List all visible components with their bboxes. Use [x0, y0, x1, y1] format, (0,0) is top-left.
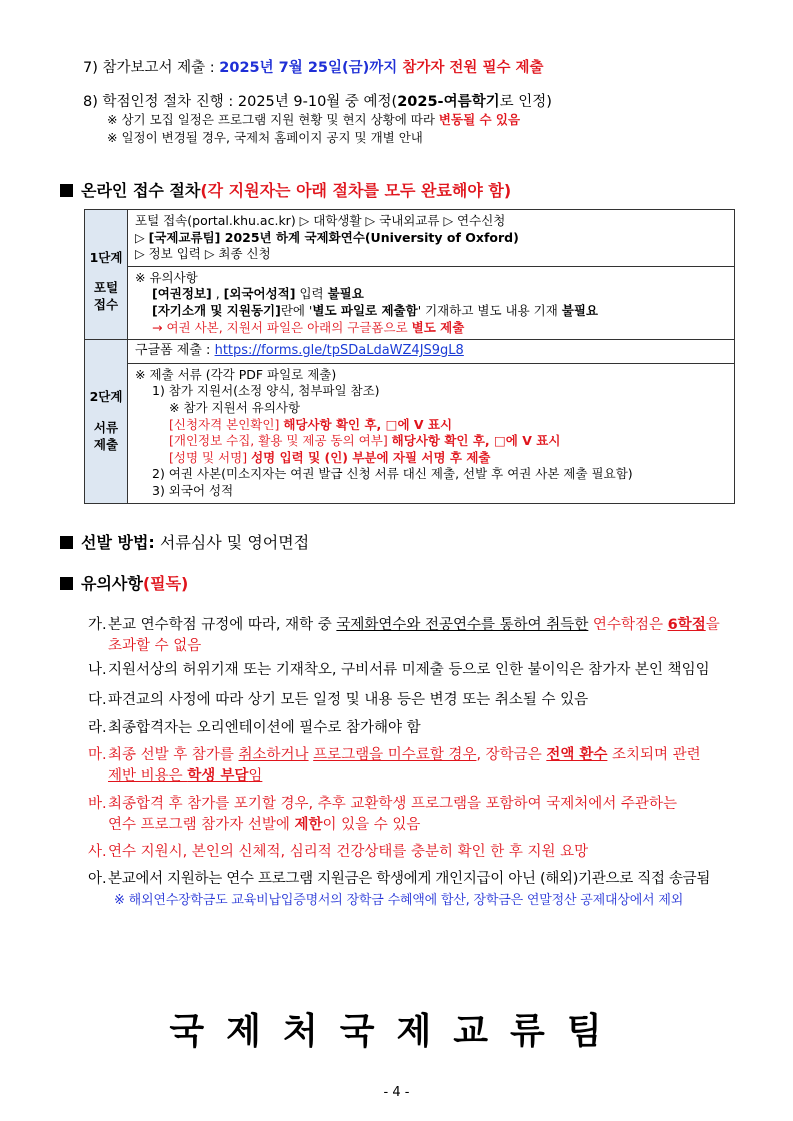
caution-sa: 사.연수 지원시, 본인의 신체적, 심리적 건강상태를 충분히 확인 한 후 지원 요망: [88, 844, 589, 860]
square-bullet-icon: [60, 184, 73, 197]
stage2-row-form: [85, 340, 735, 364]
stage1-row-path: [85, 210, 735, 267]
stage1-row-caution: [85, 266, 735, 339]
organization-name: 국제처국제교류팀: [169, 1011, 624, 1052]
caution-ma: 마.최종 선발 후 참가를 취소하거나 프로그램을 미수료할 경우, 장학금은 전액 환수 조치되며 관련 제반 비용은 학생 부담임: [88, 747, 701, 784]
caution-ba: 바.최종합격 후 참가를 포기할 경우, 추후 교환학생 프로그램을 포함하여 국제처에서 주관하는 연수 프로그램 참가자 선발에 제한이 있을 수 있음: [88, 796, 677, 833]
square-bullet-icon: [60, 536, 73, 549]
schedule-item-8: 8) 학점인정 절차 진행 : 2025년 9-10월 중 예정(2025-여름학기로 인정): [83, 94, 552, 110]
cautions-heading: 유의사항(필독): [60, 571, 188, 594]
stage2-documents: ※ 제출 서류 (각각 PDF 파일로 제출) 1) 참가 지원서(소정 양식, 첨부파일 참조) ※ 참가 지원서 유의사항 [신청자격 본인확인] 해당사항 확인 후, □에 V 표시 [개인정보 수집, 활용 및 제공 동의 여부] 해당사항 확인 후, □에 V 표시 [성명 및 서명] 성명 입력 및 (인) 부분에 자필 서명 후 제출 2) 여권 사본(미소지자는 여권 발급 신청 서류 대신 제출, 선발 후 여권 사본 제출 필요함) 3) 외국어 성적: [128, 363, 735, 503]
schedule-note-2: ※ 일정이 변경될 경우, 국제처 홈페이지 공지 및 개별 안내: [107, 130, 423, 145]
selection-method: 선발 방법: 서류심사 및 영어면접: [60, 530, 309, 553]
schedule-note-1: ※ 상기 모집 일정은 프로그램 지원 현황 및 현지 상황에 따라 변동될 수 있음: [107, 112, 521, 127]
stage1-caution: ※ 유의사항 [여권정보] , [외국어성적] 입력 불필요 [자기소개 및 지원동기]란에 '별도 파일로 제출함' 기재하고 별도 내용 기재 불필요 → 여권 사본, 지원서 파일은 아래의 구글폼으로 별도 제출: [128, 266, 735, 339]
stage2-label: 2단계 서류 제출: [85, 340, 128, 503]
caution-da: 다.파견교의 사정에 따라 상기 모든 일정 및 내용 등은 변경 또는 취소될 수 있음: [88, 692, 589, 708]
caution-na: 나.지원서상의 허위기재 또는 기재착오, 구비서류 미제출 등으로 인한 불이익은 참가자 본인 책임임: [88, 662, 710, 678]
schedule-item-7: 7) 참가보고서 제출 : 2025년 7월 25일(금)까지 참가자 전원 필수 제출: [83, 60, 544, 76]
caution-aa: 아.본교에서 지원하는 연수 프로그램 지원금은 학생에게 개인지급이 아닌 (해외)기관으로 직접 송금됨 ※ 해외연수장학금도 교육비납입증명서의 장학금 수혜액에 합산, 장학금은 연말정산 공제대상에서 제외: [88, 871, 711, 908]
procedure-table: [84, 209, 735, 504]
page-number: - 4 -: [383, 1085, 410, 1100]
caution-ra: 라.최종합격자는 오리엔테이션에 필수로 참가해야 함: [88, 720, 421, 736]
online-heading: 온라인 접수 절차(각 지원자는 아래 절차를 모두 완료해야 함): [60, 178, 511, 201]
google-form-link[interactable]: https://forms.gle/tpSDaLdaWZ4JS9gL8: [214, 343, 464, 359]
square-bullet-icon: [60, 577, 73, 590]
stage1-label: 1단계 포털 접수: [85, 210, 128, 340]
stage1-portal-path: 포털 접속(portal.khu.ac.kr) ▷ 대학생활 ▷ 국내외교류 ▷ 연수신청 ▷ [국제교류팀] 2025년 하계 국제화연수(University of Oxford) ▷ 정보 입력 ▷ 최종 신청: [128, 210, 735, 267]
stage2-google-form: 구글폼 제출 : https://forms.gle/tpSDaLdaWZ4JS9gL8: [128, 340, 735, 364]
caution-ga: 가.본교 연수학점 규정에 따라, 재학 중 국제화연수와 전공연수를 통하여 취득한 연수학점은 6학점을 초과할 수 없음: [88, 617, 720, 654]
stage2-row-docs: [85, 363, 735, 503]
